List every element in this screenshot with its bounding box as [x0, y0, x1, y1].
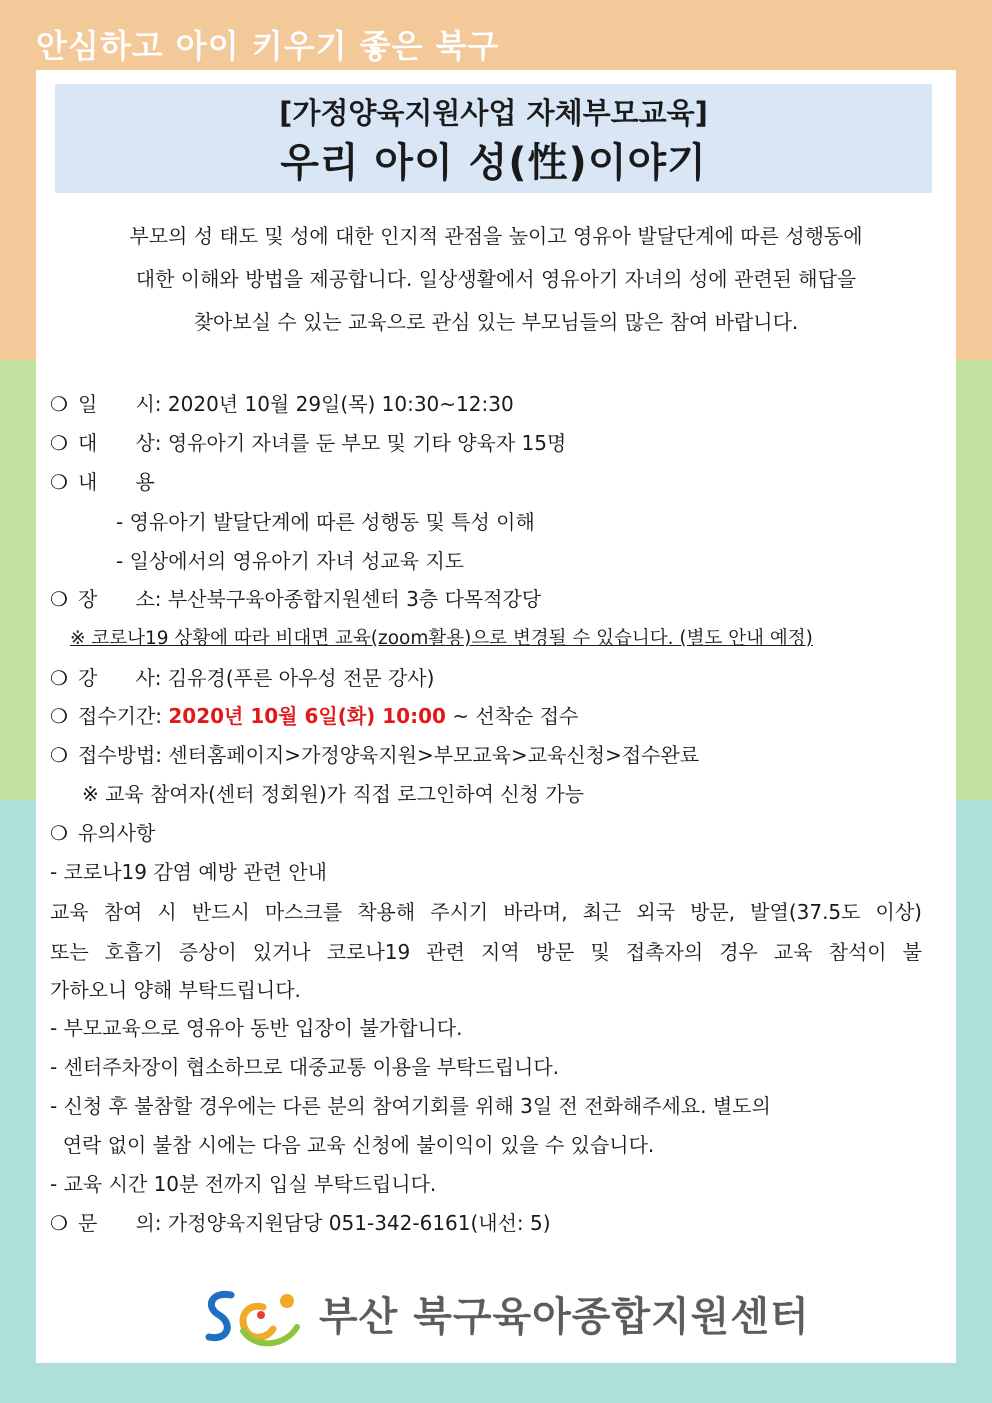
- bullet-icon: ❍: [50, 431, 68, 455]
- note-item: 연락 없이 불참 시에는 다음 교육 신청에 불이익이 있을 수 있습니다.: [50, 1133, 655, 1157]
- period-label: 접수기간:: [78, 704, 163, 728]
- title-box: [55, 84, 932, 193]
- covid-line: 가하오니 양해 부탁드립니다.: [50, 978, 301, 1002]
- target-row: [50, 427, 566, 459]
- contact-row: [50, 1207, 551, 1239]
- method-note: ※ 교육 참여자(센터 정회원)가 직접 로그인하여 신청 가능: [82, 782, 584, 806]
- caution-row: [50, 817, 155, 849]
- period-row: [50, 700, 578, 732]
- program-title: [가정양육지원사업 자체부모교육]: [279, 96, 708, 130]
- lecturer-label: 강 사:: [78, 666, 162, 690]
- contact-value: 가정양육지원담당 051-342-6161(내선: 5): [167, 1211, 551, 1235]
- intro-line: 대한 이해와 방법을 제공합니다. 일상생활에서 영유아기 자녀의 성에 관련된 해답을: [135, 267, 857, 291]
- note-item: - 교육 시간 10분 전까지 입실 부탁드립니다.: [50, 1172, 437, 1196]
- notice-panel: [36, 70, 956, 1363]
- org-logo: [201, 1283, 810, 1353]
- date-value: 2020년 10월 29일(목) 10:30~12:30: [167, 392, 514, 416]
- content-item: - 영유아기 발달단계에 따른 성행동 및 특성 이해: [116, 510, 535, 534]
- period-rest: ~ 선착순 접수: [452, 704, 579, 728]
- event-title: 우리 아이 성(性)이야기: [280, 140, 707, 186]
- note-item: - 부모교육으로 영유아 동반 입장이 불가합니다.: [50, 1016, 463, 1040]
- slogan: 안심하고 아이 키우기 좋은 북구: [36, 27, 500, 65]
- intro-line: 부모의 성 태도 및 성에 대한 인지적 관점을 높이고 영유아 발달단계에 따른 성행동에: [129, 224, 863, 248]
- org-logo-icon: [201, 1285, 311, 1351]
- note-item: - 신청 후 불참할 경우에는 다른 분의 참여기회를 위해 3일 전 전화해주세요. 별도의: [50, 1094, 771, 1118]
- date-label: 일 시:: [78, 392, 162, 416]
- bullet-icon: ❍: [50, 704, 68, 728]
- method-label: 접수방법:: [78, 743, 163, 767]
- covid-title: - 코로나19 감염 예방 관련 안내: [50, 860, 327, 884]
- content-item: - 일상에서의 영유아기 자녀 성교육 지도: [116, 549, 465, 573]
- note-item: - 센터주차장이 협소하므로 대중교통 이용을 부탁드립니다.: [50, 1055, 560, 1079]
- bullet-icon: ❍: [50, 743, 68, 767]
- lecturer-row: [50, 662, 434, 694]
- place-row: [50, 583, 541, 615]
- target-label: 대 상:: [78, 431, 162, 455]
- lecturer-value: 김유경(푸른 아우성 전문 강사): [167, 666, 435, 690]
- method-row: [50, 739, 699, 771]
- place-value: 부산북구육아종합지원센터 3층 다목적강당: [167, 587, 542, 611]
- period-date: 2020년 10월 6일(화) 10:00: [168, 704, 446, 728]
- intro-paragraph: [36, 215, 956, 344]
- caution-label: 유의사항: [78, 821, 156, 845]
- bullet-icon: ❍: [50, 666, 68, 690]
- bullet-icon: ❍: [50, 392, 68, 416]
- date-row: [50, 388, 514, 420]
- method-value: 센터홈페이지>가정양육지원>부모교육>교육신청>접수완료: [168, 743, 700, 767]
- covid-text: [50, 892, 922, 972]
- bullet-icon: ❍: [50, 470, 68, 494]
- bullet-icon: ❍: [50, 1211, 68, 1235]
- target-value: 영유아기 자녀를 둔 부모 및 기타 양육자 15명: [167, 431, 567, 455]
- content-row: [50, 466, 155, 498]
- intro-line: 찾아보실 수 있는 교육으로 관심 있는 부모님들의 많은 참여 바랍니다.: [193, 310, 799, 334]
- covid-line: 교육 참여 시 반드시 마스크를 착용해 주시기 바라며, 최근 외국 방문, 발열(37.5도 이상): [50, 900, 922, 924]
- covid-line: 또는 호흡기 증상이 있거나 코로나19 관련 지역 방문 및 접촉자의 경우 교육 참석이 불: [50, 940, 922, 964]
- content-label: 내 용: [78, 470, 155, 494]
- bullet-icon: ❍: [50, 587, 68, 611]
- bullet-icon: ❍: [50, 821, 68, 845]
- org-name: 부산 북구육아종합지원센터: [319, 1294, 810, 1340]
- place-label: 장 소:: [78, 587, 162, 611]
- contact-label: 문 의:: [78, 1211, 162, 1235]
- place-note: ※ 코로나19 상황에 따라 비대면 교육(zoom활용)으로 변경될 수 있습니다. (별도 안내 예정): [70, 628, 813, 649]
